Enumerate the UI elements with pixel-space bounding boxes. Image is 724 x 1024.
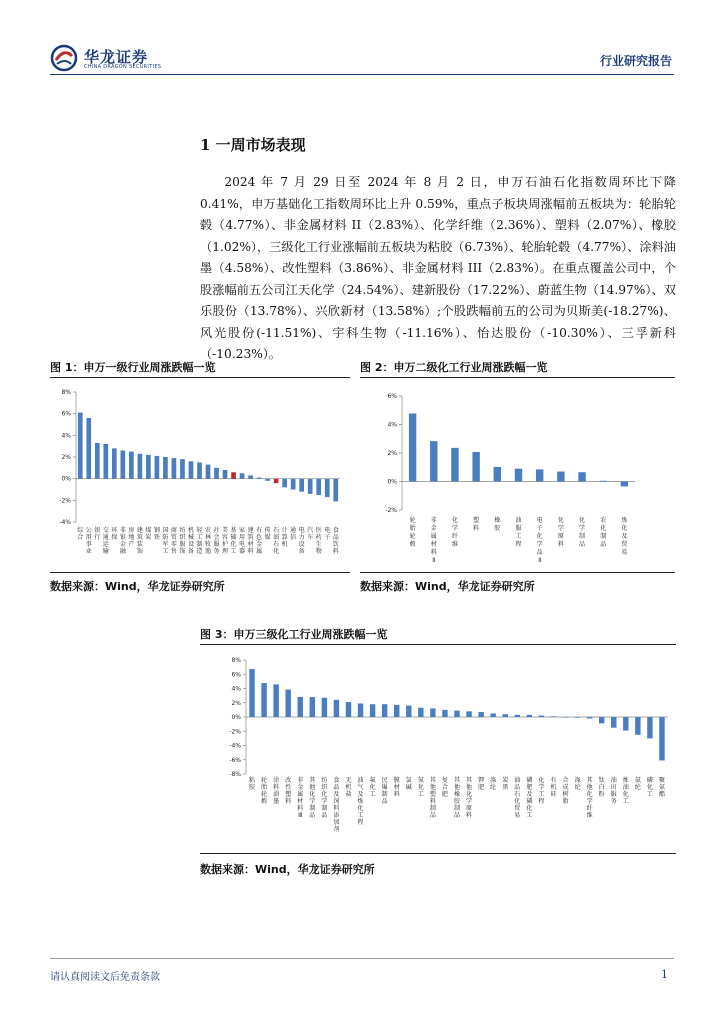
category-label: 聚氨酯 xyxy=(658,777,665,798)
y-tick-label: 8% xyxy=(61,389,71,396)
footer-divider xyxy=(50,958,674,959)
fig3-chart xyxy=(200,648,676,850)
category-label: 炭黑 xyxy=(502,777,509,791)
category-label: 磷化工 xyxy=(646,777,653,798)
bar-7 xyxy=(334,700,339,717)
bar-29 xyxy=(599,717,604,723)
category-label: 食品饮料 xyxy=(332,527,339,555)
y-tick-label: 2% xyxy=(231,699,241,707)
category-label: 氟化工 xyxy=(369,777,376,798)
y-tick-label: -6% xyxy=(229,756,241,764)
y-tick-label: -8% xyxy=(229,771,241,778)
bar-27 xyxy=(575,717,580,718)
fig3-svg xyxy=(200,648,676,850)
bar-6 xyxy=(129,452,134,479)
category-label: 基础化工 xyxy=(230,527,237,555)
disclaimer-link[interactable]: 请认真阅读文后免责条款 xyxy=(50,972,160,983)
bar-14 xyxy=(418,708,423,717)
bar-15 xyxy=(430,708,435,717)
bar-5 xyxy=(120,451,125,479)
category-label: 家用电器 xyxy=(239,527,246,555)
y-tick-label: 0% xyxy=(231,714,241,721)
category-label: 轮胎轮毂 xyxy=(261,777,268,805)
category-label: 有色金属 xyxy=(256,527,263,555)
category-label: 钾肥 xyxy=(478,777,485,791)
category-label: 涤纶 xyxy=(574,777,581,791)
category-label: 环保 xyxy=(111,527,118,541)
bar-19 xyxy=(478,712,483,717)
bar-10 xyxy=(621,482,628,487)
category-label: 油气及炼化工程 xyxy=(357,777,364,826)
bar-23 xyxy=(527,715,532,717)
bar-14 xyxy=(197,462,202,478)
bar-26 xyxy=(563,717,568,718)
bar-8 xyxy=(146,455,151,479)
category-label: 氨纶 xyxy=(634,777,641,791)
brand-name: 华龙证券 xyxy=(84,48,149,66)
bar-23 xyxy=(274,479,279,483)
category-label: 磷肥及磷化工 xyxy=(526,777,533,819)
category-label: 商贸零售 xyxy=(170,527,177,555)
fig2-source: 数据来源：Wind，华龙证券研究所 xyxy=(360,580,535,593)
category-label: 传媒 xyxy=(264,527,271,541)
bar-1 xyxy=(86,418,91,479)
fig2-chart xyxy=(360,380,675,570)
category-label: 化学原料 xyxy=(557,517,564,548)
category-label: 机械设备 xyxy=(187,527,194,555)
fig1-title: 图 1：申万一级行业周涨跌幅一览 xyxy=(50,361,216,374)
category-label: 电子 xyxy=(324,527,331,541)
fig3-title: 图 3：申万三级化工行业周涨跌幅一览 xyxy=(200,628,388,641)
category-label: 化学纤维 xyxy=(451,517,458,548)
bar-10 xyxy=(370,704,375,717)
bar-8 xyxy=(578,472,585,481)
y-tick-label: 0% xyxy=(387,478,397,486)
category-label: 化学制品 xyxy=(579,517,586,548)
category-label: 炼化及贸易 xyxy=(621,517,628,556)
category-label: 农化制品 xyxy=(600,517,607,548)
y-tick-label: -4% xyxy=(59,519,71,526)
fig3-top-rule xyxy=(200,644,676,645)
fig2-bottom-rule xyxy=(360,572,675,573)
bar-12 xyxy=(394,705,399,717)
bar-7 xyxy=(138,454,143,479)
bar-3 xyxy=(472,452,479,481)
category-label: 汽车 xyxy=(307,527,314,541)
category-label: 其他化学原料 xyxy=(466,777,473,819)
category-label: 涤纶 xyxy=(490,777,497,791)
category-label: 综合 xyxy=(77,527,84,541)
bar-22 xyxy=(265,479,270,481)
category-label: 油品石化贸易 xyxy=(514,777,521,819)
bar-27 xyxy=(308,479,313,494)
page-header xyxy=(0,0,724,80)
category-label: 合成树脂 xyxy=(562,777,569,805)
category-label: 国防军工 xyxy=(162,527,169,555)
bar-0 xyxy=(249,669,254,717)
category-label: 农林牧渔 xyxy=(204,527,212,555)
bar-29 xyxy=(325,479,330,497)
bar-4 xyxy=(112,448,117,478)
page-number: 1 xyxy=(661,968,668,981)
fig2-title: 图 2：申万二级化工行业周涨跌幅一览 xyxy=(360,361,548,374)
bar-11 xyxy=(172,458,177,479)
category-label: 膜材料 xyxy=(393,777,400,798)
y-tick-label: 6% xyxy=(387,393,397,400)
y-tick-label: 8% xyxy=(231,657,241,664)
category-label: 交通运输 xyxy=(102,527,109,555)
bar-28 xyxy=(587,717,592,718)
bar-31 xyxy=(623,717,628,731)
bar-16 xyxy=(442,710,447,717)
bar-21 xyxy=(503,714,508,717)
category-label: 非金属材料 Ⅲ xyxy=(297,777,304,819)
bar-2 xyxy=(273,684,278,717)
category-label: 通信 xyxy=(290,527,297,541)
bar-26 xyxy=(299,479,304,492)
bar-33 xyxy=(647,717,652,738)
category-label: 无机盐 xyxy=(345,777,352,798)
bar-6 xyxy=(322,698,327,717)
bar-0 xyxy=(78,413,83,479)
y-tick-label: 4% xyxy=(61,432,71,440)
category-label: 复合肥 xyxy=(441,777,448,798)
bar-17 xyxy=(223,470,228,479)
category-label: 氮化工 xyxy=(417,777,424,798)
category-label: 油田服务 xyxy=(610,777,617,805)
bar-15 xyxy=(206,465,211,479)
bar-0 xyxy=(409,414,416,482)
category-label: 建筑装饰 xyxy=(136,527,143,555)
category-label: 其他橡胶制品 xyxy=(453,777,461,819)
category-label: 煤炭 xyxy=(145,527,152,541)
category-label: 其他塑料制品 xyxy=(429,777,436,819)
bar-9 xyxy=(358,703,363,717)
bar-25 xyxy=(551,716,556,717)
y-tick-label: -2% xyxy=(59,497,71,505)
category-label: 钛白粉 xyxy=(598,777,605,798)
bar-13 xyxy=(406,706,411,717)
fig1-bottom-rule xyxy=(50,572,350,573)
category-label: 塑料 xyxy=(473,517,480,532)
category-label: 其他化学纤维 xyxy=(586,777,593,819)
y-tick-label: -4% xyxy=(229,742,241,750)
category-label: 民爆制品 xyxy=(381,777,388,805)
bar-13 xyxy=(189,461,194,478)
category-label: 计算机 xyxy=(281,527,288,548)
category-label: 纺织化学制品 xyxy=(321,777,328,819)
bar-7 xyxy=(557,472,564,482)
bar-10 xyxy=(163,457,168,479)
category-label: 橡胶 xyxy=(494,517,501,532)
category-label: 纺织服饰 xyxy=(179,527,186,555)
bar-18 xyxy=(231,472,236,478)
y-tick-label: 2% xyxy=(61,454,71,461)
section-paragraph: 2024 年 7 月 29 日至 2024 年 8 月 2 日，申万石油石化指数周环比下降 0.41%，申万基础化工指数周环比上升 0.59%，重点子板块周涨幅前五板块为：轮胎轮毂（4.77%）、非金属材料 II（2.83%）、化学纤维（2.36%）、塑料（2.07%）、橡胶（1.02%），三级化工行业涨幅前五板块为粘胶（6.73%）、轮胎轮毂（4.77%）、涂料油墨（4.58%）、改性塑料（3.86%）、非金属材料 III（2.83%）。在重点覆盖公司中，个股涨幅前五公司江天化学（24.54%）、建新股份（17.22%）、蔚蓝生物（14.97%）、双乐股份（13.78%）、兴欣新材（13.58%）;个股跌幅前五的公司为贝斯美(-18.27%)、风光股份(-11.51%)、宇科生物（-11.16%）、怡达股份（-10.30%）、三孚新科（-10.23%）。 xyxy=(200,175,676,361)
bar-8 xyxy=(346,702,351,717)
category-label: 油服工程 xyxy=(515,517,522,548)
category-label: 炼油化工 xyxy=(622,777,629,805)
fig1-chart xyxy=(50,380,350,570)
fig1-source: 数据来源：Wind，华龙证券研究所 xyxy=(50,580,225,593)
y-tick-label: 4% xyxy=(387,421,397,429)
category-label: 电子化学品 Ⅱ xyxy=(536,517,543,564)
bar-3 xyxy=(285,689,290,717)
category-label: 改性塑料 xyxy=(285,777,292,805)
fig1-svg xyxy=(50,380,350,570)
bar-20 xyxy=(490,713,495,717)
fig2-top-rule xyxy=(360,377,675,378)
bar-18 xyxy=(466,711,471,717)
category-label: 房地产 xyxy=(128,527,135,548)
fig2-svg xyxy=(360,380,675,570)
bar-5 xyxy=(310,697,315,717)
fig3-source: 数据来源：Wind，华龙证券研究所 xyxy=(200,863,375,876)
y-tick-label: 4% xyxy=(231,685,241,693)
dragon-logo-icon xyxy=(50,44,78,72)
header-divider xyxy=(50,74,674,75)
category-label: 社会服务 xyxy=(213,527,220,555)
brand-logo[interactable] xyxy=(50,44,170,74)
category-label: 非金属材料 Ⅱ xyxy=(430,517,437,564)
bar-17 xyxy=(454,711,459,717)
bar-25 xyxy=(291,479,296,490)
bar-32 xyxy=(635,717,640,735)
bar-34 xyxy=(659,717,664,760)
bar-1 xyxy=(261,683,266,717)
bar-22 xyxy=(515,715,520,717)
y-tick-label: -2% xyxy=(229,728,241,736)
fig3-bottom-rule xyxy=(200,853,676,854)
category-label: 轮胎轮毂 xyxy=(409,517,416,548)
y-tick-label: 6% xyxy=(231,671,241,679)
category-label: 其他化学制品 xyxy=(309,777,316,819)
section-title: 1 一周市场表现 xyxy=(200,136,306,154)
bar-2 xyxy=(451,448,458,482)
report-type: 行业研究报告 xyxy=(599,54,672,68)
y-tick-label: 0% xyxy=(61,475,71,483)
bar-1 xyxy=(430,441,437,481)
bar-30 xyxy=(333,479,338,502)
category-label: 医药生物 xyxy=(315,527,322,555)
bar-20 xyxy=(248,475,253,478)
category-label: 石油石化 xyxy=(273,527,280,555)
bar-21 xyxy=(257,478,262,479)
category-label: 电力设备 xyxy=(298,527,305,555)
bar-28 xyxy=(316,479,321,495)
bar-24 xyxy=(539,716,544,717)
y-tick-label: 2% xyxy=(387,450,397,457)
bar-6 xyxy=(536,469,543,481)
category-label: 银行 xyxy=(94,527,101,541)
bar-11 xyxy=(382,704,387,717)
category-label: 建筑材料 xyxy=(247,527,254,555)
bar-4 xyxy=(298,697,303,717)
category-label: 钢铁 xyxy=(153,527,160,541)
category-label: 公用事业 xyxy=(85,527,92,555)
category-label: 非银金融 xyxy=(119,527,126,555)
category-label: 有机硅 xyxy=(550,777,557,798)
bar-4 xyxy=(494,467,501,482)
category-label: 食品及饲料添加剂 xyxy=(333,777,340,833)
category-label: 美容护理 xyxy=(222,527,229,555)
fig1-top-rule xyxy=(50,377,350,378)
bar-3 xyxy=(103,444,108,479)
bar-9 xyxy=(155,456,160,479)
category-label: 涂料油墨 xyxy=(273,777,280,805)
bar-19 xyxy=(240,473,245,478)
y-tick-label: -2% xyxy=(385,507,397,514)
bar-30 xyxy=(611,717,616,728)
bar-2 xyxy=(95,443,100,479)
category-label: 粘胶 xyxy=(249,777,256,791)
category-label: 氯碱 xyxy=(405,777,412,791)
category-label: 化学工程 xyxy=(538,777,545,805)
category-label: 轻工制造 xyxy=(196,527,203,555)
brand-subtitle: CHINA DRAGON SECURITIES xyxy=(84,64,162,70)
y-tick-label: 6% xyxy=(61,410,71,418)
bar-16 xyxy=(214,468,219,479)
bar-5 xyxy=(515,469,522,482)
bar-12 xyxy=(180,459,185,479)
bar-24 xyxy=(282,479,287,488)
bar-9 xyxy=(600,481,607,482)
